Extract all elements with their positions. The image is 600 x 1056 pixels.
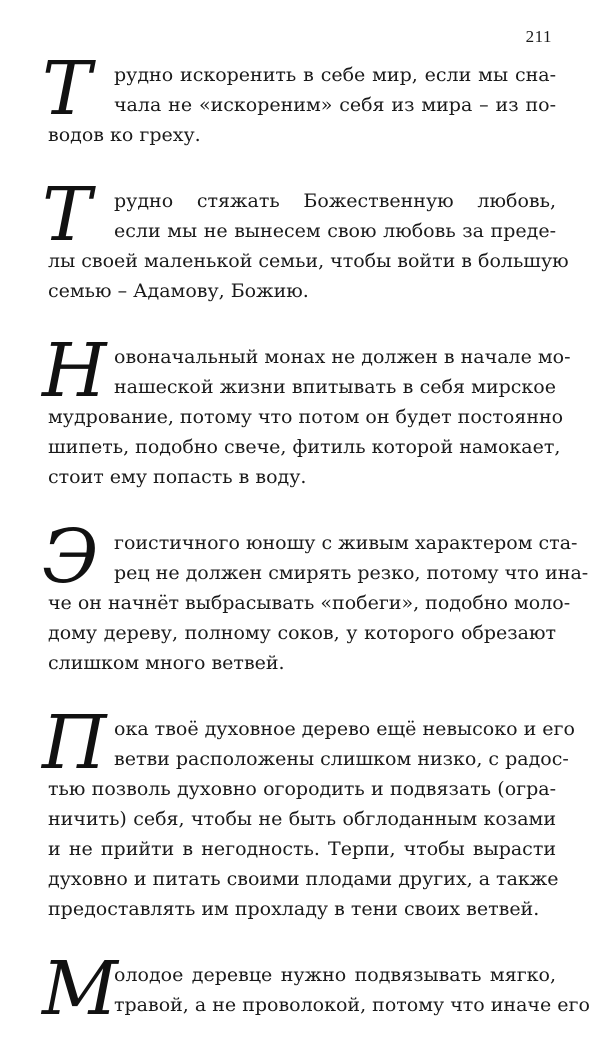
paragraph-3 — [42, 328, 571, 492]
text-line: че он начнёт выбрасывать «побеги», подобно моло- — [48, 592, 571, 614]
text-line: семью – Адамову, Божию. — [48, 280, 309, 302]
text-line: мудрование, потому что потом он будет постоянно — [48, 406, 564, 428]
drop-cap: Э — [42, 514, 99, 600]
text-line: рудно искоренить в себе мир, если мы сна- — [114, 64, 556, 86]
paragraph-2 — [42, 172, 569, 306]
text-line: дому дереву, полному соков, у которого обрезают — [48, 622, 556, 644]
text-column — [42, 46, 590, 1056]
text-line: чала не «искореним» себя из мира – из по- — [114, 94, 556, 116]
text-line: травой, а не проволокой, потому что иначе его — [114, 994, 590, 1016]
text-line: и не прийти в негодность. Терпи, чтобы вырасти — [48, 838, 556, 860]
text-line: нашеской жизни впитывать в себя мирское — [114, 376, 556, 398]
text-line: лы своей маленькой семьи, чтобы войти в большую — [48, 250, 569, 272]
text-line: ока твоё духовное дерево ещё невысоко и его — [114, 718, 575, 740]
text-line: предоставлять им прохладу в тени своих ветвей. — [48, 898, 540, 920]
text-line: шипеть, подобно свече, фитиль которой намокает, — [48, 436, 561, 458]
text-line: овоначальный монах не должен в начале мо- — [114, 346, 571, 368]
drop-cap: Н — [42, 328, 107, 414]
drop-cap: Т — [42, 172, 92, 258]
paragraph-6 — [42, 946, 590, 1032]
paragraph-5 — [42, 700, 575, 924]
text-line: водов ко греху. — [48, 124, 201, 146]
paragraph-4 — [42, 514, 589, 678]
text-line: слишком много ветвей. — [48, 652, 285, 674]
text-line: гоистичного юношу с живым характером ста- — [114, 532, 578, 554]
drop-cap: М — [42, 946, 118, 1032]
text-line: духовно и питать своими плодами других, а также — [48, 868, 559, 890]
drop-cap: Т — [42, 46, 92, 132]
text-line: ничить) себя, чтобы не быть обглоданным козами — [48, 808, 556, 830]
text-line: стоит ему попасть в воду. — [48, 466, 307, 488]
drop-cap: П — [42, 700, 107, 786]
text-line: тью позволь духовно огородить и подвязать (огра- — [48, 778, 556, 800]
text-line: олодое деревце нужно подвязывать мягко, — [114, 964, 556, 986]
paragraph-1 — [42, 46, 556, 150]
page-number: 211 — [525, 27, 552, 46]
text-line: рудно стяжать Божественную любовь, — [114, 190, 556, 212]
text-line: ветви расположены слишком низко, с радос- — [114, 748, 569, 770]
text-line: рец не должен смирять резко, потому что ина- — [114, 562, 589, 584]
text-line: если мы не вынесем свою любовь за преде- — [114, 220, 556, 242]
